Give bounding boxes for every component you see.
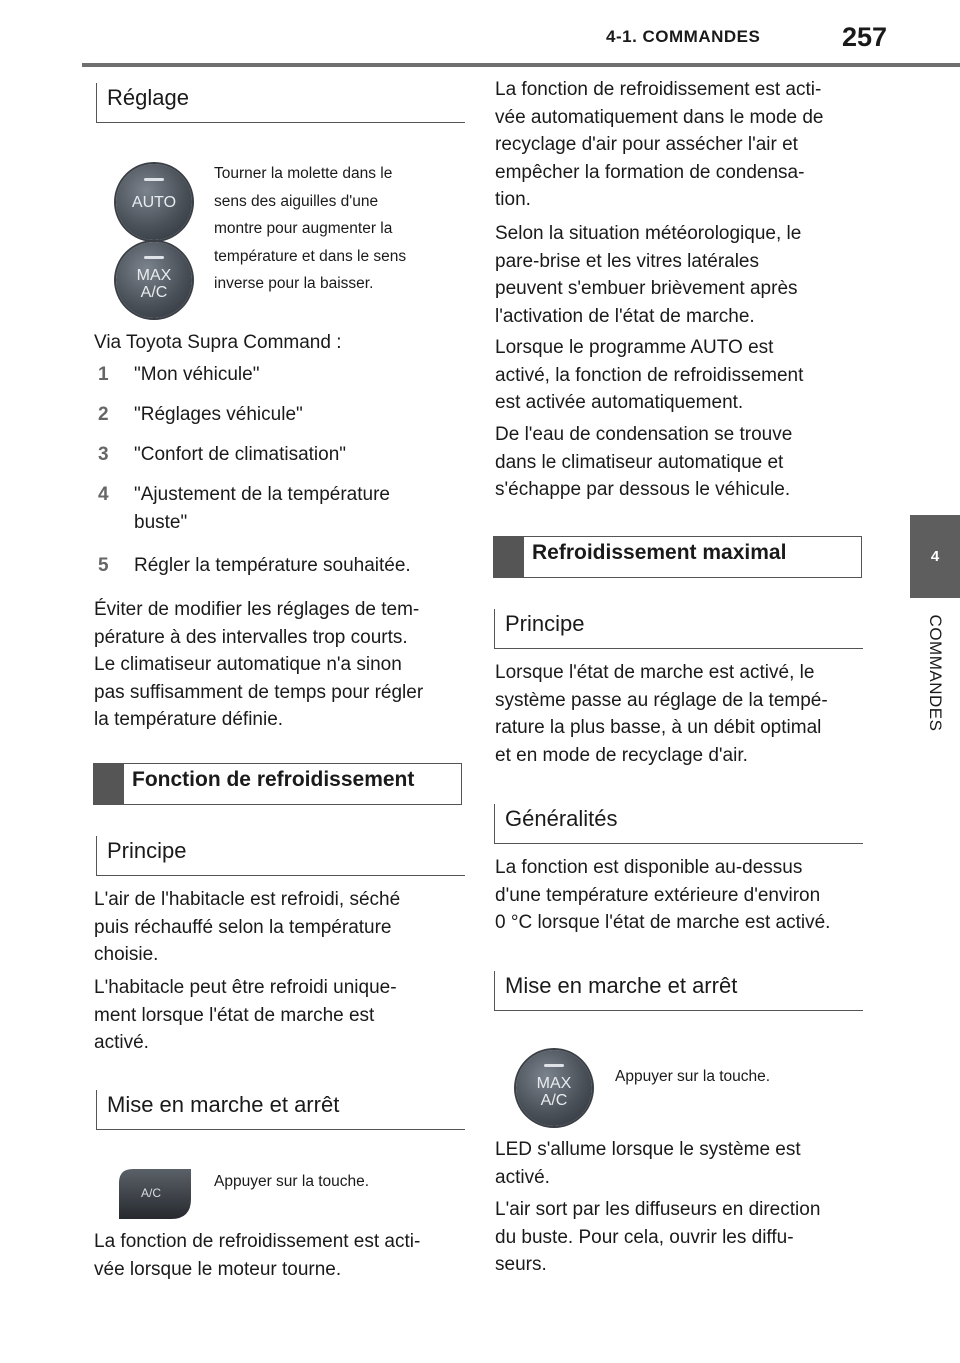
principe-paragraph: Lorsque l'état de marche est activé, le système passe au réglage de la tempé- rature la plus basse, à un débit optimal et en mode de recyclage d'air.	[495, 662, 828, 766]
generalites-paragraph: La fonction est disponible au-dessus d'une température extérieure d'environ 0 °C lorsque l'état de marche est activé.	[495, 857, 831, 933]
reglage-heading: Réglage	[96, 83, 465, 123]
step-item: 5 Régler la température souhaitée.	[98, 555, 411, 576]
onoff-heading: Mise en marche et arrêt	[494, 971, 863, 1011]
final-paragraph: La fonction de refroidissement est acti- vée lorsque le moteur tourne.	[94, 1231, 421, 1280]
principe-paragraph: L'air de l'habitacle est refroidi, séché puis réchauffé selon la température choisie.	[94, 889, 401, 965]
principe-paragraph: L'habitacle peut être refroidi unique- ment lorsque l'état de marche est activé.	[94, 977, 397, 1053]
right-paragraph: Lorsque le programme AUTO est activé, la fonction de refroidissement est activée automatiquement.	[495, 337, 804, 413]
via-command-text: Via Toyota Supra Command :	[94, 332, 342, 353]
header-title: 4-1. COMMANDES	[606, 27, 761, 46]
chapter-label: COMMANDES	[926, 614, 945, 732]
chapter-tab: 4	[910, 515, 960, 598]
principe-heading: Principe	[96, 836, 465, 876]
svg-text:A/C: A/C	[140, 1186, 162, 1200]
step-item: 2 "Réglages véhicule"	[98, 404, 303, 425]
step-item: 3 "Confort de climatisation"	[98, 444, 347, 465]
auto-knob-icon: AUTO	[116, 164, 192, 240]
header-rule	[82, 63, 960, 67]
generalites-heading: Généralités	[494, 804, 863, 844]
ac-caption: Appuyer sur la touche.	[214, 1173, 370, 1190]
right-paragraph: De l'eau de condensation se trouve dans le climatiseur automatique et s'échappe par dessous le véhicule.	[495, 424, 793, 500]
page-number: 257	[842, 22, 888, 52]
step-item: 1 "Mon véhicule"	[98, 364, 260, 385]
knob-caption: Tourner la molette dans le sens des aiguilles d'une montre pour augmenter la température et dans le sens inverse pour la baisser.	[214, 165, 407, 292]
max-cooling-heading: Refroidissement maximal	[493, 536, 862, 578]
max-ac-knob-icon: MAX A/C	[516, 1050, 592, 1126]
warning-paragraph: Éviter de modifier les réglages de tem- pérature à des intervalles trop courts. Le climatiseur automatique n'a sinon pas suffisamment de temps pour régler la température définie.	[94, 599, 424, 730]
principe-heading: Principe	[494, 609, 863, 649]
right-paragraph: Selon la situation météorologique, le pare-brise et les vitres latérales peuvent s'embuer brièvement après l'activation de l'état de marche.	[495, 223, 802, 327]
onoff-heading: Mise en marche et arrêt	[96, 1090, 465, 1130]
max-ac-knob-icon: MAX A/C	[116, 242, 192, 318]
ac-button-icon	[119, 1169, 191, 1219]
led-paragraph: LED s'allume lorsque le système est activé.	[495, 1139, 801, 1188]
cooling-function-heading: Fonction de refroidissement	[93, 763, 462, 805]
button-caption: Appuyer sur la touche.	[615, 1068, 771, 1085]
air-paragraph: L'air sort par les diffuseurs en direction du buste. Pour cela, ouvrir les diffu- seurs.	[495, 1199, 821, 1275]
right-paragraph: La fonction de refroidissement est acti- vée automatiquement dans le mode de recyclage d'air pour assécher l'air et empêcher la formation de condensa- tion.	[495, 79, 824, 210]
step-item: 4 "Ajustement de la température buste"	[98, 484, 390, 533]
